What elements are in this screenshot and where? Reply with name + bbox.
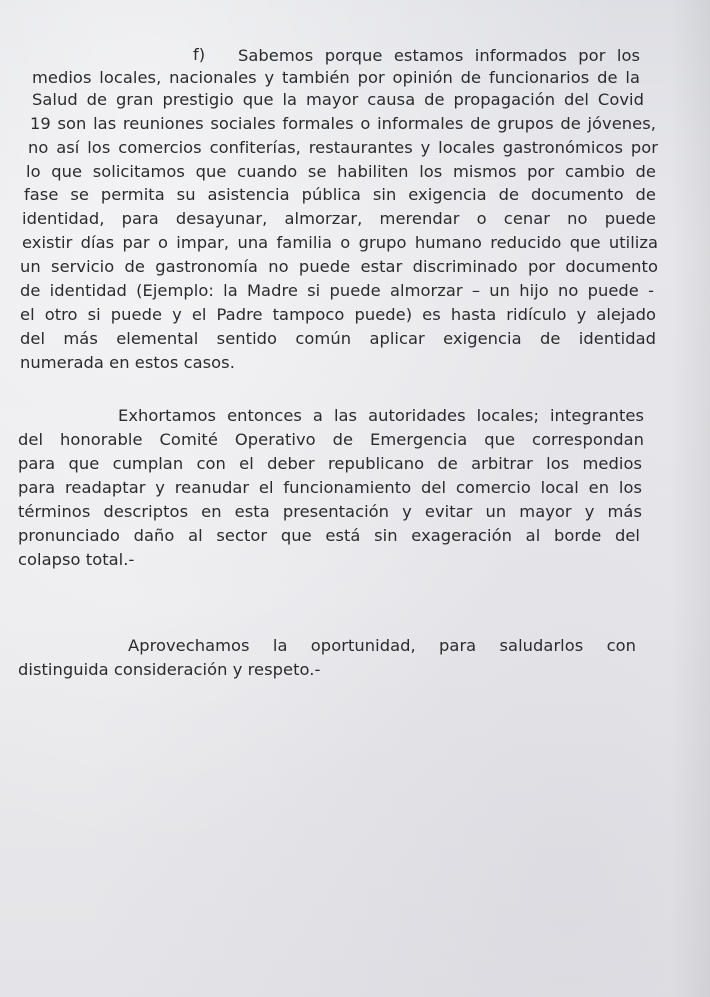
text-line: Exhortamos entonces a las autoridades locales; integrantes [118, 406, 644, 425]
text-line: medios locales, nacionales y también por opinión de funcionarios de la [32, 68, 640, 87]
text-line: distinguida consideración y respeto.- [18, 660, 321, 679]
text-line: existir días par o impar, una familia o grupo humano reducido que utiliza [22, 233, 658, 252]
list-marker: f) [193, 45, 206, 64]
page-edge-shadow [670, 0, 710, 997]
text-line: numerada en estos casos. [20, 353, 235, 372]
text-line: Sabemos porque estamos informados por los [238, 46, 640, 65]
text-line: para readaptar y reanudar el funcionamiento del comercio local en los [18, 478, 642, 497]
text-line: pronunciado daño al sector que está sin exageración al borde del [18, 526, 640, 545]
text-line: lo que solicitamos que cuando se habiliten los mismos por cambio de [26, 162, 656, 181]
text-line: no así los comercios confiterías, restaurantes y locales gastronómicos por [28, 138, 658, 157]
text-line: de identidad (Ejemplo: la Madre si puede almorzar – un hijo no puede - [20, 281, 654, 300]
text-line: identidad, para desayunar, almorzar, merendar o cenar no puede [22, 209, 656, 228]
text-line: Aprovechamos la oportunidad, para saludarlos con [128, 636, 636, 655]
text-line: términos descriptos en esta presentación y evitar un mayor y más [18, 502, 642, 521]
text-line: del honorable Comité Operativo de Emergencia que correspondan [18, 430, 644, 449]
text-line: 19 son las reuniones sociales formales o informales de grupos de jóvenes, [30, 114, 656, 133]
text-line: para que cumplan con el deber republicano de arbitrar los medios [18, 454, 642, 473]
text-line: del más elemental sentido común aplicar exigencia de identidad [20, 329, 656, 348]
text-line: el otro si puede y el Padre tampoco puede) es hasta ridículo y alejado [20, 305, 656, 324]
text-line: colapso total.- [18, 550, 135, 569]
text-line: fase se permita su asistencia pública sin exigencia de documento de [24, 185, 656, 204]
text-line: Salud de gran prestigio que la mayor causa de propagación del Covid [32, 90, 644, 109]
text-line: un servicio de gastronomía no puede estar discriminado por documento [20, 257, 658, 276]
